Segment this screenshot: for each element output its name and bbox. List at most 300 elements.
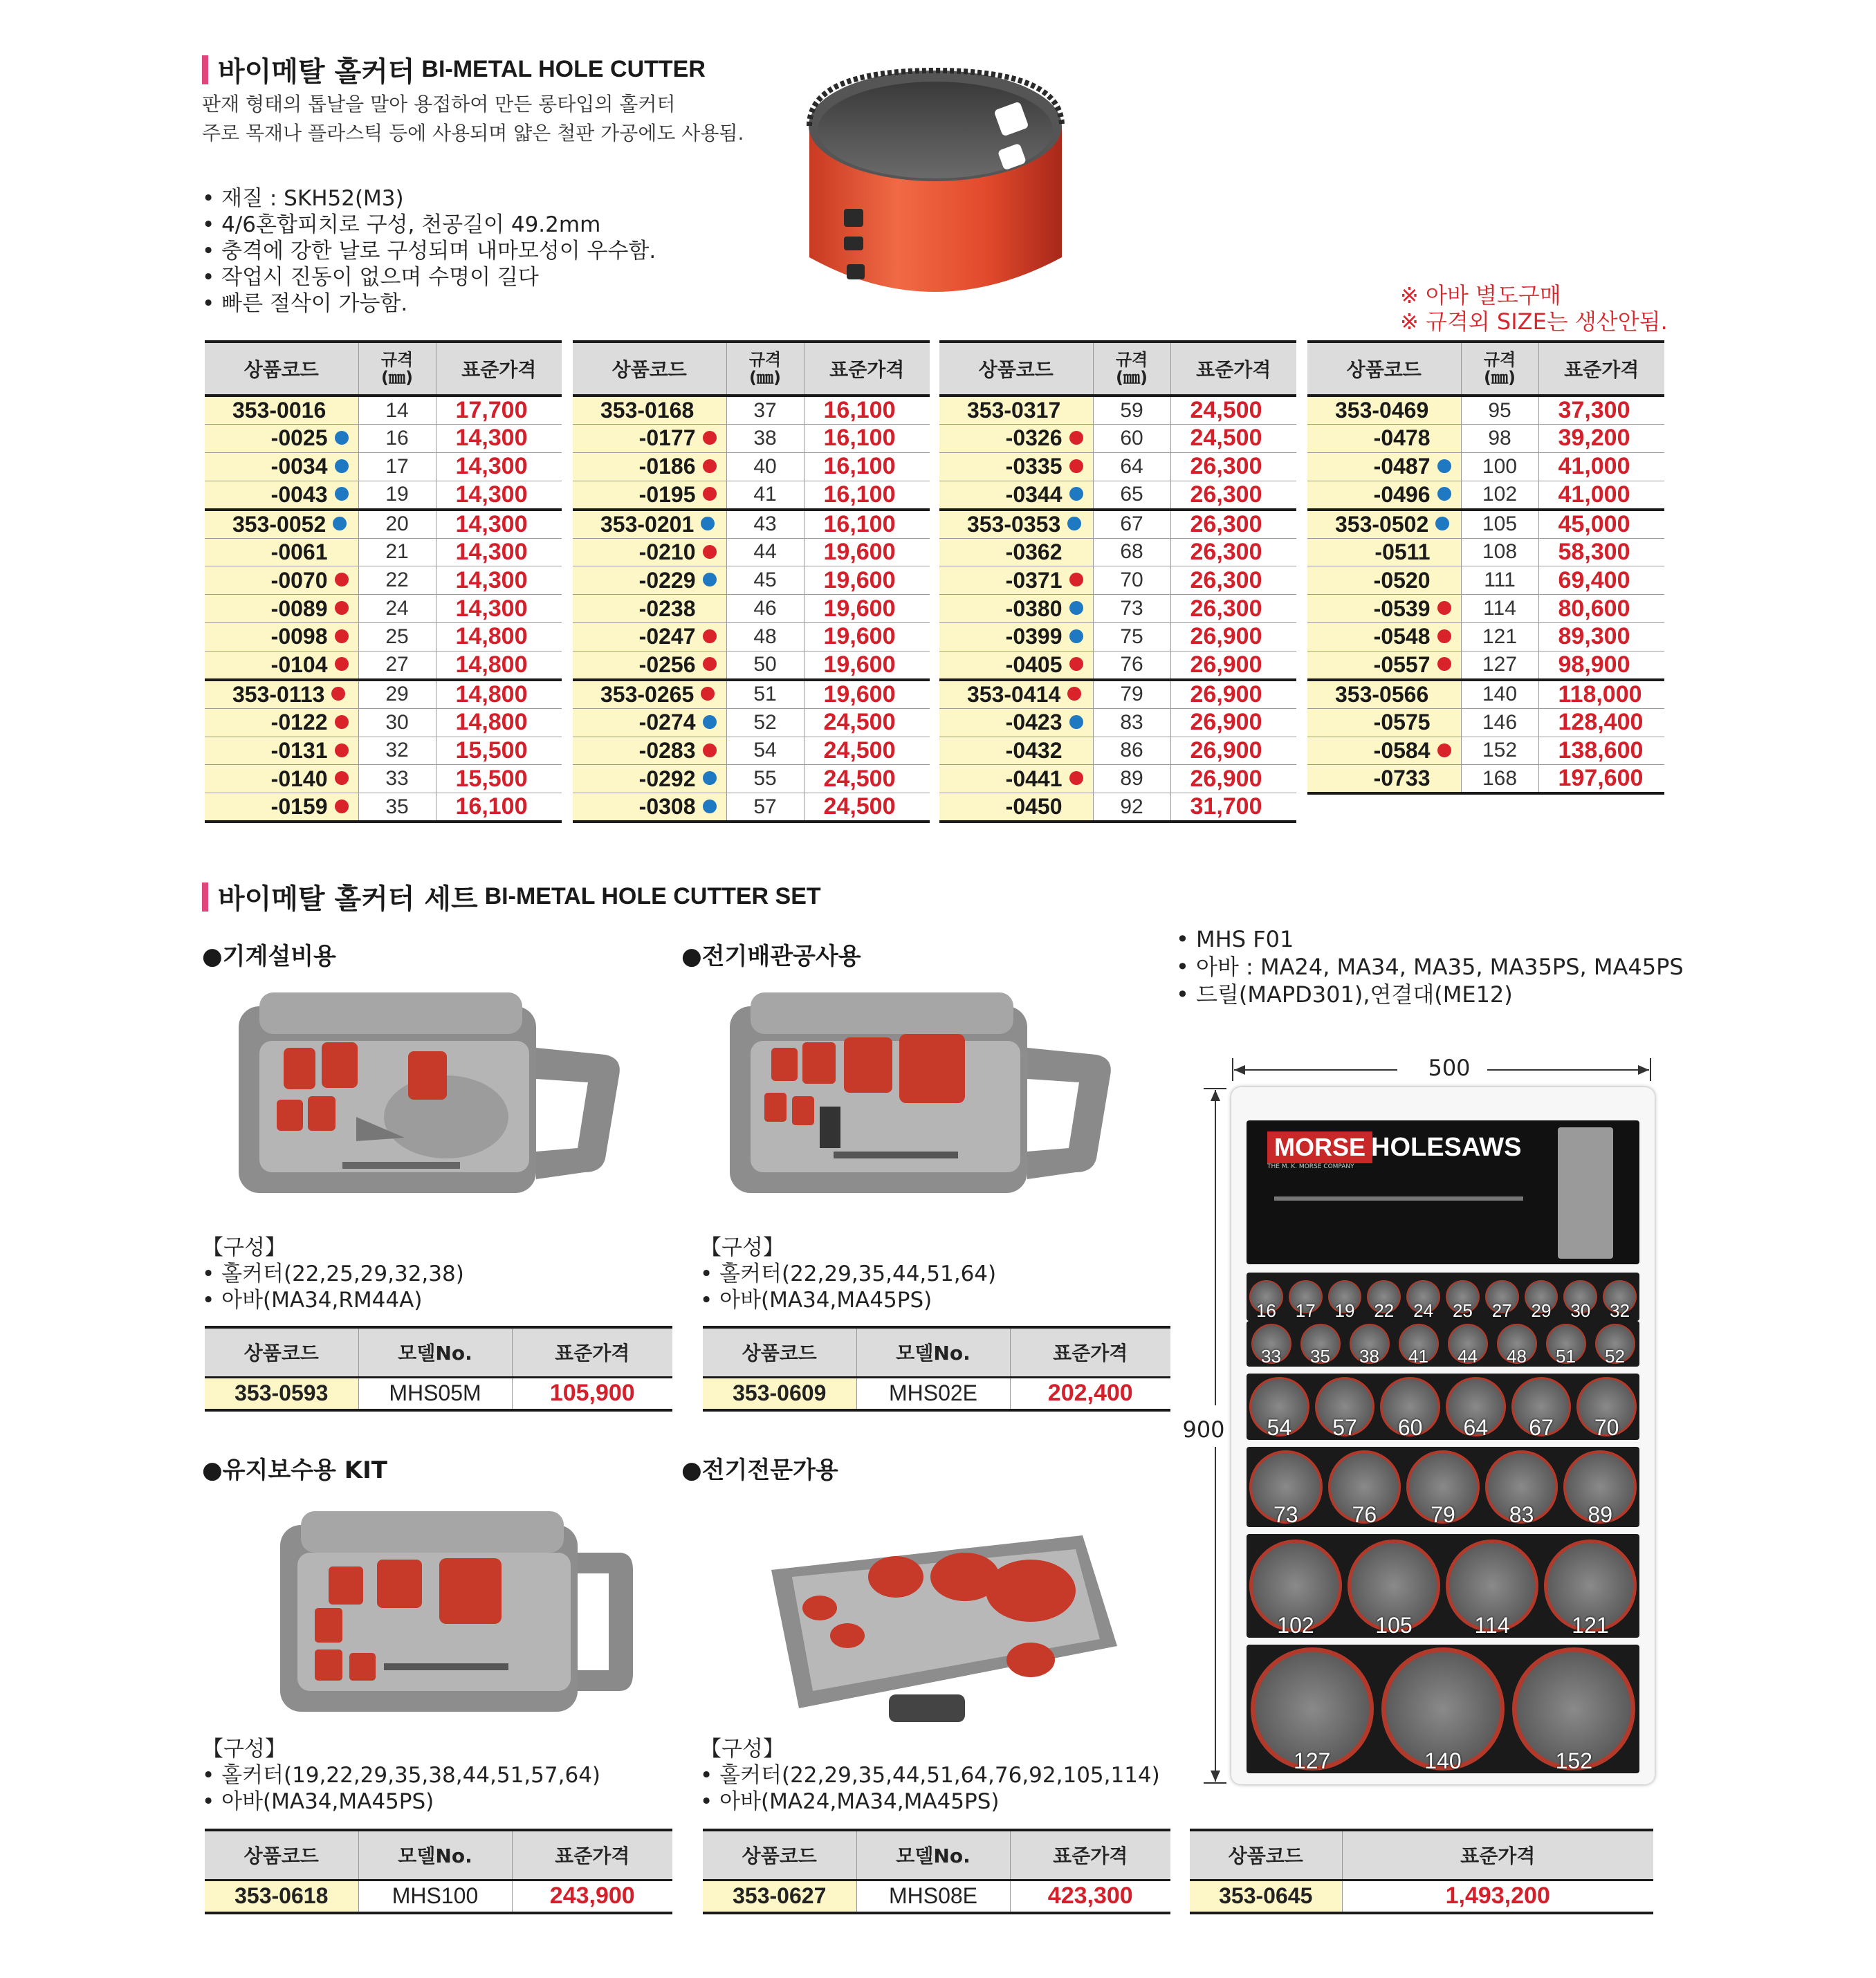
- price: 26,900: [1170, 765, 1296, 793]
- desc-line: 판재 형태의 톱날을 말아 용접하여 만든 롱타입의 홀커터: [202, 93, 676, 115]
- table-row: [573, 396, 930, 425]
- brand-sub: THE M. K. MORSE COMPANY: [1267, 1163, 1354, 1170]
- hole-saw-size-label: 76: [1352, 1502, 1377, 1527]
- size: 108: [1461, 538, 1538, 566]
- section1-title: [202, 50, 706, 89]
- product-code-text: -0539: [1373, 595, 1431, 621]
- hole-saw-size-label: 30: [1570, 1300, 1591, 1321]
- hole-saw-size-label: 105: [1375, 1613, 1413, 1638]
- table-row: [573, 425, 930, 453]
- product-code-text: -0210: [638, 539, 696, 564]
- col-model: 모델No.: [856, 1327, 1010, 1377]
- product-code-text: -0380: [1005, 595, 1063, 621]
- table-row: [939, 396, 1296, 425]
- size: 64: [1093, 452, 1170, 481]
- col-size-unit: (㎜): [381, 368, 413, 387]
- product-code: [939, 425, 1093, 453]
- table-row: [1307, 396, 1664, 425]
- col-code: 상품코드: [1190, 1830, 1342, 1880]
- price: 14,300: [436, 425, 562, 453]
- price: 15,500: [436, 765, 562, 793]
- price: 26,900: [1170, 622, 1296, 651]
- set-price: 202,400: [1010, 1377, 1170, 1410]
- product-code: [573, 566, 726, 595]
- col-price: 표준가격: [804, 342, 930, 396]
- product-code-text: -0371: [1005, 567, 1063, 593]
- set-code: 353-0627: [703, 1880, 856, 1913]
- size: 59: [1093, 396, 1170, 425]
- display-price: 1,493,200: [1342, 1880, 1653, 1913]
- size: 46: [726, 595, 804, 623]
- size: 41: [726, 481, 804, 510]
- price: 26,900: [1170, 680, 1296, 709]
- red-dot-icon: [335, 601, 349, 615]
- product-code: [205, 510, 358, 539]
- set-composition: [202, 1235, 464, 1313]
- table-row: [1307, 566, 1664, 595]
- red-dot-icon: [1437, 657, 1451, 671]
- size: 35: [358, 793, 436, 822]
- table-row: [205, 566, 562, 595]
- price: 39,200: [1538, 425, 1664, 453]
- red-dot-icon: [703, 743, 717, 757]
- size: 100: [1461, 452, 1538, 481]
- hole-saw-size-label: 29: [1531, 1300, 1552, 1321]
- blue-dot-icon: [1437, 459, 1451, 473]
- product-code-text: -0520: [1373, 567, 1431, 593]
- price: 14,800: [436, 680, 562, 709]
- price-table-4: [1307, 340, 1664, 795]
- section2-title-ko: 바이메탈 홀커터 세트: [218, 883, 478, 915]
- size: 45: [726, 566, 804, 595]
- product-code: [1307, 452, 1461, 481]
- product-code-text: -0186: [638, 454, 696, 479]
- blue-dot-icon: [1069, 715, 1083, 729]
- product-code: [939, 538, 1093, 566]
- col-price: 표준가격: [1010, 1327, 1170, 1377]
- size: 55: [726, 765, 804, 793]
- display-row: [1247, 1534, 1639, 1638]
- table-row: [1307, 737, 1664, 765]
- table-row: [939, 765, 1296, 793]
- product-code: [205, 708, 358, 737]
- product-code: [205, 737, 358, 765]
- size: 40: [726, 452, 804, 481]
- table-row: [205, 708, 562, 737]
- hole-saw-size-label: 79: [1431, 1502, 1455, 1527]
- product-code: [573, 510, 726, 539]
- product-code-text: -0034: [270, 454, 328, 479]
- spec-line: • 재질 : SKH52(M3): [202, 186, 404, 211]
- product-code-text: -0344: [1005, 481, 1063, 507]
- product-code: [205, 396, 358, 425]
- price: 19,600: [804, 538, 930, 566]
- price: 118,000: [1538, 680, 1664, 709]
- red-dot-icon: [703, 487, 717, 501]
- hole-saw-size-label: 152: [1555, 1748, 1593, 1773]
- red-dot-icon: [703, 459, 717, 473]
- hole-saw-size-label: 24: [1413, 1300, 1434, 1321]
- product-code: [1307, 538, 1461, 566]
- product-code: [1307, 396, 1461, 425]
- set-case-photo: [723, 979, 1124, 1207]
- size: 152: [1461, 737, 1538, 765]
- table-row: [205, 510, 562, 539]
- product-code: [1307, 737, 1461, 765]
- price: 14,300: [436, 481, 562, 510]
- display-table: [1190, 1829, 1653, 1914]
- blue-dot-icon: [335, 431, 349, 445]
- composition-item: • 홀커터(22,25,29,32,38): [202, 1261, 464, 1286]
- empty-dot-icon: [1069, 799, 1083, 813]
- set-code: 353-0609: [703, 1377, 856, 1410]
- table-row: [205, 396, 562, 425]
- set-name: ●전기배관공사용: [681, 943, 861, 970]
- col-price: 표준가격: [1170, 342, 1296, 396]
- product-code-text: -0478: [1373, 425, 1431, 451]
- table-row: [939, 566, 1296, 595]
- hole-saw-size-label: 41: [1408, 1346, 1428, 1367]
- empty-dot-icon: [1069, 743, 1083, 757]
- red-dot-icon: [1437, 743, 1451, 757]
- product-code: [573, 481, 726, 510]
- size: 102: [1461, 481, 1538, 510]
- price: 26,300: [1170, 510, 1296, 539]
- table-row: [939, 737, 1296, 765]
- price: 31,700: [1170, 793, 1296, 822]
- price: 128,400: [1538, 708, 1664, 737]
- product-code: [573, 396, 726, 425]
- product-code-text: 353-0168: [600, 398, 695, 423]
- product-code-text: -0292: [638, 766, 696, 791]
- col-price: 표준가격: [512, 1327, 672, 1377]
- hole-saw-size-label: 70: [1594, 1415, 1619, 1440]
- table-row: [1307, 680, 1664, 709]
- size: 95: [1461, 396, 1538, 425]
- empty-dot-icon: [1067, 403, 1081, 417]
- composition-item: • 아바(MA34,MA45PS): [700, 1288, 932, 1313]
- hole-saw-size-label: 83: [1509, 1502, 1534, 1527]
- blue-dot-icon: [1067, 517, 1081, 530]
- product-code-text: -0450: [1005, 794, 1063, 820]
- display-header-panel: [1247, 1120, 1639, 1264]
- table-row: [939, 708, 1296, 737]
- col-size-label: 규격: [1483, 350, 1516, 369]
- price: 89,300: [1538, 622, 1664, 651]
- set-name: ●기계설비용: [202, 943, 336, 970]
- product-title: HOLESAWS: [1371, 1133, 1522, 1162]
- desc-line: 주로 목재나 플라스틱 등에 사용되며 얇은 철판 가공에도 사용됨.: [202, 122, 744, 145]
- product-code: [939, 452, 1093, 481]
- hole-saw-size-label: 22: [1374, 1300, 1395, 1321]
- red-dot-icon: [335, 771, 349, 785]
- size: 114: [1461, 595, 1538, 623]
- red-dot-icon: [335, 715, 349, 729]
- product-code: [939, 595, 1093, 623]
- red-dot-icon: [331, 687, 345, 701]
- price-table-3: [939, 340, 1296, 823]
- col-size: [726, 342, 804, 396]
- product-code-text: -0511: [1374, 539, 1431, 564]
- size: 86: [1093, 737, 1170, 765]
- table-row: [939, 481, 1296, 510]
- composition-label: 【구성】: [202, 1737, 286, 1762]
- size: 37: [726, 396, 804, 425]
- hole-saw-size-label: 102: [1277, 1613, 1314, 1638]
- product-code: [939, 765, 1093, 793]
- product-code: [205, 680, 358, 709]
- col-size-unit: (㎜): [1116, 368, 1148, 387]
- product-code: [939, 737, 1093, 765]
- price: 14,300: [436, 452, 562, 481]
- col-price: 표준가격: [512, 1830, 672, 1880]
- size: 140: [1461, 680, 1538, 709]
- product-code-text: -0140: [270, 766, 328, 791]
- table-row: [939, 651, 1296, 680]
- set-table: [703, 1326, 1170, 1412]
- product-code-text: -0025: [270, 425, 328, 451]
- table-row: [205, 793, 562, 822]
- price: 19,600: [804, 595, 930, 623]
- hole-saw-size-label: 48: [1507, 1346, 1527, 1367]
- hole-saw-size-label: 67: [1529, 1415, 1554, 1440]
- col-size-label: 규격: [748, 350, 782, 369]
- size: 43: [726, 510, 804, 539]
- col-price: 표준가격: [1538, 342, 1664, 396]
- set-table: [703, 1829, 1170, 1914]
- table-row: [939, 793, 1296, 822]
- composition-item: • 아바(MA34,MA45PS): [202, 1789, 434, 1814]
- table-row: [573, 793, 930, 822]
- table-row: [205, 622, 562, 651]
- arbor-rail: [1274, 1196, 1523, 1201]
- price: 24,500: [804, 765, 930, 793]
- display-row: [1247, 1645, 1639, 1773]
- price: 45,000: [1538, 510, 1664, 539]
- section2-title-en: BI-METAL HOLE CUTTER SET: [484, 883, 821, 909]
- product-code-text: -0423: [1005, 710, 1063, 735]
- product-code: [939, 622, 1093, 651]
- product-code-text: -0122: [270, 710, 328, 735]
- product-code-text: -0405: [1005, 651, 1063, 677]
- table-row: [573, 566, 930, 595]
- col-model: 모델No.: [358, 1830, 512, 1880]
- col-model: 모델No.: [856, 1830, 1010, 1880]
- col-code: 상품코드: [205, 1327, 358, 1377]
- product-code-text: -0496: [1373, 481, 1431, 507]
- hole-saw-size-label: 35: [1310, 1346, 1330, 1367]
- section1-title-ko: 바이메탈 홀커터: [218, 56, 415, 88]
- section1-title-en: BI-METAL HOLE CUTTER: [421, 56, 706, 82]
- height-label: 900: [1182, 1416, 1225, 1443]
- product-code: [939, 566, 1093, 595]
- size: 48: [726, 622, 804, 651]
- product-code: [1307, 481, 1461, 510]
- size: 50: [726, 651, 804, 680]
- display-code: 353-0645: [1190, 1880, 1342, 1913]
- table-row: [1307, 651, 1664, 680]
- table-row: [939, 595, 1296, 623]
- table-row: [939, 425, 1296, 453]
- product-code-text: -0256: [638, 651, 696, 677]
- note-line: ※ 규격외 SIZE는 생산안됨.: [1400, 308, 1668, 335]
- product-code: [1307, 765, 1461, 794]
- empty-dot-icon: [1437, 771, 1451, 785]
- hole-saw-size-label: 64: [1463, 1415, 1489, 1440]
- product-code-text: -0283: [638, 737, 696, 763]
- price: 14,800: [436, 651, 562, 680]
- red-dot-icon: [335, 657, 349, 671]
- product-code-text: -0098: [270, 624, 328, 649]
- red-dot-icon: [1437, 629, 1451, 643]
- product-code-text: -0131: [270, 737, 328, 763]
- price: 58,300: [1538, 538, 1664, 566]
- price: 24,500: [1170, 425, 1296, 453]
- hole-saw-size-label: 73: [1273, 1502, 1298, 1527]
- product-code-text: -0487: [1373, 454, 1431, 479]
- width-label: 500: [1428, 1055, 1471, 1081]
- section1-description: [202, 90, 744, 148]
- product-code: [939, 481, 1093, 510]
- set-price: 243,900: [512, 1880, 672, 1913]
- price: 41,000: [1538, 481, 1664, 510]
- empty-dot-icon: [1437, 573, 1451, 586]
- price: 26,900: [1170, 651, 1296, 680]
- table-row: [1307, 765, 1664, 794]
- set-model: MHS05M: [358, 1377, 512, 1410]
- col-size: [1461, 342, 1538, 396]
- table-row: [205, 425, 562, 453]
- product-code: [573, 680, 726, 709]
- col-code: 상품코드: [205, 1830, 358, 1880]
- hole-saw-size-label: 127: [1293, 1748, 1331, 1773]
- size: 21: [358, 538, 436, 566]
- size: 111: [1461, 566, 1538, 595]
- price: 26,300: [1170, 481, 1296, 510]
- product-code-text: -0733: [1373, 766, 1431, 791]
- col-code: 상품코드: [703, 1830, 856, 1880]
- set-price: 423,300: [1010, 1880, 1170, 1913]
- spec-line: • MHS F01: [1176, 926, 1294, 952]
- red-dot-icon: [1069, 459, 1083, 473]
- table-row: [1307, 538, 1664, 566]
- product-code-text: -0159: [270, 794, 328, 820]
- spec-line: • 빠른 절삭이 가능함.: [202, 291, 408, 316]
- red-dot-icon: [703, 657, 717, 671]
- display-row: [1247, 1273, 1639, 1321]
- price: 14,800: [436, 708, 562, 737]
- hole-saw-size-label: 38: [1359, 1346, 1379, 1367]
- size: 65: [1093, 481, 1170, 510]
- table-row: [573, 510, 930, 539]
- product-code: [205, 595, 358, 623]
- product-code: [573, 595, 726, 623]
- price: 80,600: [1538, 595, 1664, 623]
- col-model: 모델No.: [358, 1327, 512, 1377]
- composition-item: • 홀커터(22,29,35,44,51,64,76,92,105,114): [700, 1763, 1160, 1788]
- blue-dot-icon: [703, 573, 717, 586]
- red-dot-icon: [335, 573, 349, 586]
- table-row: [939, 538, 1296, 566]
- empty-dot-icon: [1435, 687, 1449, 701]
- table-row: [1307, 708, 1664, 737]
- table-row: [939, 622, 1296, 651]
- table-row: [205, 481, 562, 510]
- product-code-text: -0089: [270, 595, 328, 621]
- product-code-text: -0548: [1373, 624, 1431, 649]
- set-name: ●유지보수용 KIT: [202, 1457, 387, 1484]
- col-price: 표준가격: [436, 342, 562, 396]
- product-code: [1307, 595, 1461, 623]
- price: 98,900: [1538, 651, 1664, 680]
- product-code: [205, 452, 358, 481]
- product-code: [939, 510, 1093, 539]
- table-row: [205, 538, 562, 566]
- price: 15,500: [436, 737, 562, 765]
- table-row: [573, 481, 930, 510]
- product-code-text: 353-0317: [967, 398, 1061, 423]
- hole-saw-size-label: 114: [1474, 1613, 1510, 1638]
- product-code: [573, 737, 726, 765]
- composition-item: • 아바(MA24,MA34,MA45PS): [700, 1789, 1000, 1814]
- col-size: [1093, 342, 1170, 396]
- product-code-text: 353-0113: [232, 681, 325, 707]
- arbor-package: [1558, 1127, 1613, 1259]
- size: 32: [358, 737, 436, 765]
- set-table: [205, 1326, 672, 1412]
- hole-saw-size-label: 89: [1588, 1502, 1612, 1527]
- hole-saw-size-label: 27: [1491, 1300, 1512, 1321]
- product-code: [205, 622, 358, 651]
- price: 16,100: [804, 481, 930, 510]
- hole-saw-size-label: 32: [1610, 1300, 1630, 1321]
- size: 25: [358, 622, 436, 651]
- price: 19,600: [804, 566, 930, 595]
- red-dot-icon: [1067, 687, 1081, 701]
- blue-dot-icon: [701, 517, 715, 530]
- product-code-text: -0043: [270, 481, 328, 507]
- price: 26,300: [1170, 595, 1296, 623]
- empty-dot-icon: [1437, 431, 1451, 445]
- table-row: [939, 452, 1296, 481]
- empty-dot-icon: [333, 403, 347, 417]
- blue-dot-icon: [1437, 487, 1451, 501]
- size: 67: [1093, 510, 1170, 539]
- display-row: [1247, 1321, 1639, 1367]
- price: 16,100: [804, 425, 930, 453]
- blue-dot-icon: [703, 715, 717, 729]
- size: 14: [358, 396, 436, 425]
- set-composition: [202, 1736, 600, 1815]
- red-dot-icon: [335, 743, 349, 757]
- price: 16,100: [804, 396, 930, 425]
- price: 14,300: [436, 595, 562, 623]
- spec-line: • 충격에 강한 날로 구성되며 내마모성이 우수함.: [202, 239, 656, 264]
- blue-dot-icon: [703, 771, 717, 785]
- size: 70: [1093, 566, 1170, 595]
- product-code: [573, 452, 726, 481]
- price: 197,600: [1538, 765, 1664, 794]
- price: 16,100: [804, 452, 930, 481]
- set-name: ●전기전문가용: [681, 1457, 838, 1484]
- size: 44: [726, 538, 804, 566]
- size: 19: [358, 481, 436, 510]
- product-code: [1307, 651, 1461, 680]
- table-row: [205, 595, 562, 623]
- price: 16,100: [804, 510, 930, 539]
- size: 73: [1093, 595, 1170, 623]
- product-code-text: -0247: [638, 624, 696, 649]
